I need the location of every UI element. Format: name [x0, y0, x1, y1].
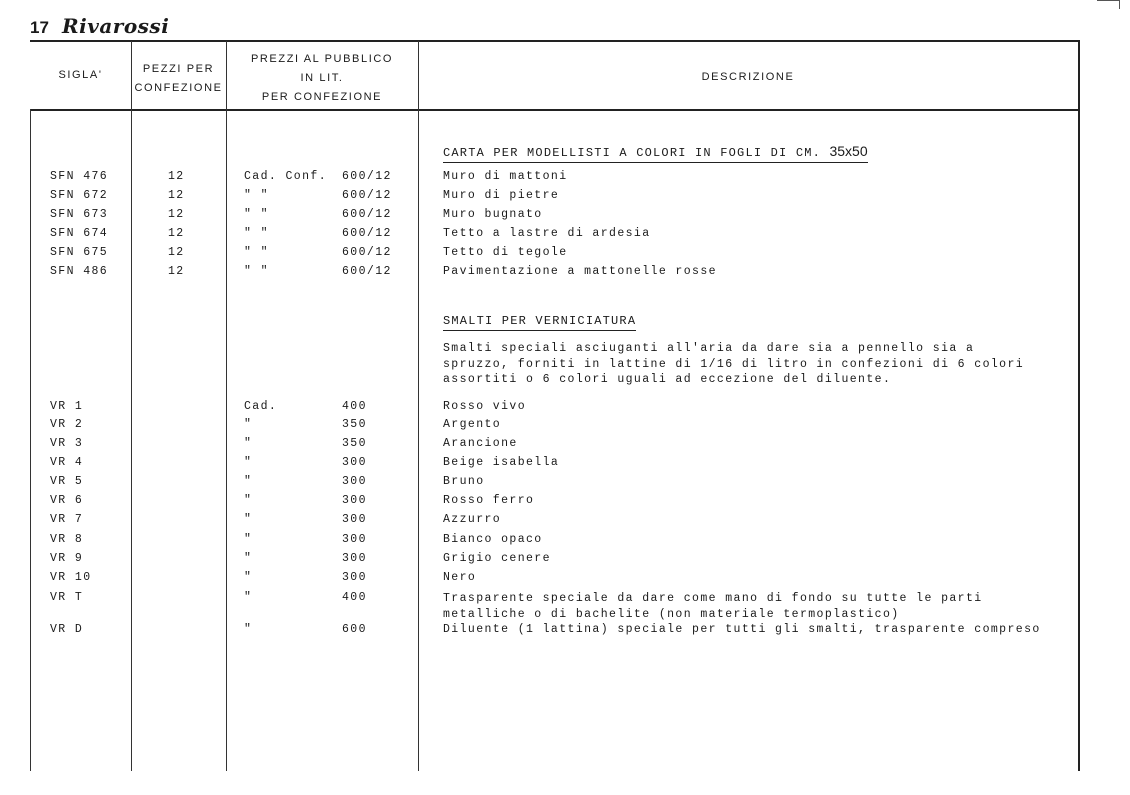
section2-title: SMALTI PER VERNICIATURA: [443, 314, 636, 331]
header-prezzi-line3: PER CONFEZIONE: [261, 91, 383, 103]
row-unit: " ": [244, 265, 269, 278]
row-desc: Beige isabella: [443, 456, 560, 469]
row-code: SFN 672: [50, 189, 109, 202]
row-desc: Bianco opaco: [443, 533, 543, 546]
table-left-edge: [30, 109, 31, 771]
row-pezzi: 12: [168, 189, 185, 202]
section1-title-size: 35x50: [829, 143, 868, 159]
row-code: VR D: [50, 623, 84, 636]
row-desc: Tetto a lastre di ardesia: [443, 227, 651, 240]
row-price: 400: [342, 400, 367, 413]
row-desc: Muro di mattoni: [443, 170, 568, 183]
row-price: 600/12: [342, 265, 392, 278]
row-desc: Grigio cenere: [443, 552, 551, 565]
row-desc: Muro bugnato: [443, 208, 543, 221]
row-code: VR 7: [50, 513, 84, 526]
row-unit: ": [244, 533, 253, 546]
header-descrizione: DESCRIZIONE: [701, 71, 795, 83]
row-code: VR T: [50, 591, 84, 604]
row-code: VR 10: [50, 571, 92, 584]
row-desc: Tetto di tegole: [443, 246, 568, 259]
header-prezzi-line2: IN LIT.: [300, 72, 344, 84]
row-unit: ": [244, 475, 253, 488]
table-top-rule: [30, 40, 1080, 42]
header-pezzi-line2: CONFEZIONE: [134, 82, 223, 94]
column-divider-1: [131, 41, 132, 771]
header-sigla: SIGLA': [58, 69, 103, 81]
row-unit: Cad.: [244, 400, 278, 413]
row-code: SFN 486: [50, 265, 109, 278]
row-desc: Rosso ferro: [443, 494, 535, 507]
row-price: 300: [342, 513, 367, 526]
row-price: 600/12: [342, 227, 392, 240]
row-code: VR 1: [50, 400, 84, 413]
row-code: SFN 476: [50, 170, 109, 183]
row-unit: ": [244, 552, 253, 565]
section2-intro: Smalti speciali asciuganti all'aria da dare sia a pennello sia a spruzzo, forniti in lattine di 1/16 di litro in confezioni di 6 colori assortiti o 6 colori uguali ad eccezione del diluente.: [443, 342, 1025, 386]
row-unit: " ": [244, 227, 269, 240]
row-unit: " ": [244, 208, 269, 221]
table-right-edge: [1078, 41, 1080, 771]
row-unit: ": [244, 437, 253, 450]
row-pezzi: 12: [168, 265, 185, 278]
row-unit: ": [244, 591, 253, 604]
row-price: 600: [342, 623, 367, 636]
row-pezzi: 12: [168, 246, 185, 259]
row-price: 400: [342, 591, 367, 604]
brand-logo: Rivarossi: [62, 14, 170, 38]
column-divider-2: [226, 41, 227, 771]
row-desc: Trasparente speciale da dare come mano di fondo su tutte le parti metalliche o di bachelite (non materiale termoplastico): [443, 592, 983, 621]
row-unit: ": [244, 571, 253, 584]
row-code: SFN 673: [50, 208, 109, 221]
page-number: 17: [30, 18, 49, 37]
row-desc: Bruno: [443, 475, 485, 488]
header-prezzi: [226, 50, 418, 107]
row-price: 300: [342, 494, 367, 507]
row-pezzi: 12: [168, 170, 185, 183]
row-code: VR 5: [50, 475, 84, 488]
row-unit: " ": [244, 246, 269, 259]
row-desc: Azzurro: [443, 513, 502, 526]
section1-title: [443, 143, 868, 163]
row-desc: Nero: [443, 571, 477, 584]
corner-mark: [1097, 0, 1120, 9]
row-price: 600/12: [342, 246, 392, 259]
header-prezzi-line1: PREZZI AL PUBBLICO: [250, 53, 394, 65]
row-code: VR 2: [50, 418, 84, 431]
row-code: SFN 675: [50, 246, 109, 259]
row-code: VR 3: [50, 437, 84, 450]
row-price: 300: [342, 533, 367, 546]
row-unit: ": [244, 513, 253, 526]
header-pezzi: [131, 60, 226, 98]
row-code: SFN 674: [50, 227, 109, 240]
row-desc: Muro di pietre: [443, 189, 560, 202]
header-pezzi-line1: PEZZI PER: [142, 63, 215, 75]
row-code: VR 6: [50, 494, 84, 507]
row-price: 350: [342, 437, 367, 450]
column-divider-3: [418, 41, 419, 771]
row-price: 300: [342, 571, 367, 584]
row-price: 300: [342, 475, 367, 488]
row-code: VR 9: [50, 552, 84, 565]
row-pezzi: 12: [168, 227, 185, 240]
row-price: 600/12: [342, 170, 392, 183]
row-code: VR 4: [50, 456, 84, 469]
row-code: VR 8: [50, 533, 84, 546]
row-price: 600/12: [342, 208, 392, 221]
row-price: 300: [342, 552, 367, 565]
row-unit: ": [244, 494, 253, 507]
row-desc: Rosso vivo: [443, 400, 527, 413]
row-price: 300: [342, 456, 367, 469]
row-unit: ": [244, 418, 253, 431]
row-unit: ": [244, 623, 253, 636]
row-desc: Pavimentazione a mattonelle rosse: [443, 265, 717, 278]
row-unit: " ": [244, 189, 269, 202]
row-unit: ": [244, 456, 253, 469]
row-pezzi: 12: [168, 208, 185, 221]
header-bottom-rule: [30, 109, 1080, 111]
row-price: 350: [342, 418, 367, 431]
row-desc: Diluente (1 lattina) speciale per tutti gli smalti, trasparente compreso: [443, 623, 1041, 636]
row-desc: Argento: [443, 418, 502, 431]
row-desc: Arancione: [443, 437, 518, 450]
section1-title-text: CARTA PER MODELLISTI A COLORI IN FOGLI DI CM.: [443, 146, 822, 160]
row-unit: Cad. Conf.: [244, 170, 328, 183]
row-price: 600/12: [342, 189, 392, 202]
